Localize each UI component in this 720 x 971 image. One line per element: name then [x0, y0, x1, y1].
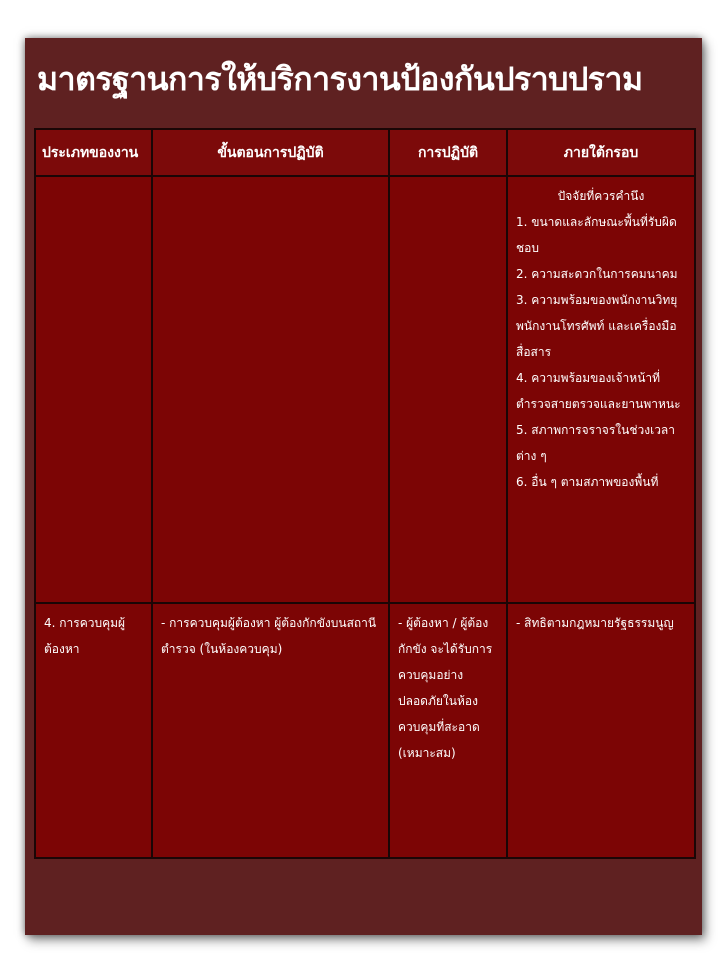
row2-work-type-cell	[35, 603, 152, 858]
factor-item: 3. ความพร้อมของพนักงานวิทยุพนักงานโทรศัพท์ และเครื่องมือสื่อสาร	[516, 293, 678, 359]
factors-list	[516, 209, 686, 495]
table-row	[35, 603, 695, 858]
row1-framework-cell	[507, 176, 695, 603]
factor-item: 4. ความพร้อมของเจ้าหน้าที่ตำรวจสายตรวจและยานพาหนะ	[516, 371, 681, 411]
factor-item: 5. สภาพการจราจรในช่วงเวลาต่าง ๆ	[516, 423, 676, 463]
row2-framework-cell	[507, 603, 695, 858]
procedure-text: - การควบคุมผู้ต้องหา ผู้ต้องกักขังบนสถานีตำรวจ (ในห้องควบคุม)	[161, 616, 377, 656]
slide	[25, 38, 702, 935]
header-work-type: ประเภทของงาน	[35, 129, 152, 176]
table-header-row	[35, 129, 695, 176]
practice-text: - ผู้ต้องหา / ผู้ต้องกักขัง จะได้รับการควบคุมอย่างปลอดภัยในห้องควบคุมที่สะอาด (เหมาะสม)	[398, 616, 493, 760]
factor-item: 1. ขนาดและลักษณะพื้นที่รับผิดชอบ	[516, 215, 677, 255]
slide-title: มาตรฐานการให้บริการงานป้องกันปราบปราม	[37, 60, 643, 98]
service-standard-table	[34, 128, 696, 859]
factor-item: 6. อื่น ๆ ตามสภาพของพื้นที่	[516, 475, 659, 489]
framework-text: - สิทธิตามกฎหมายรัฐธรรมนูญ	[516, 616, 674, 630]
row1-procedure-cell	[152, 176, 389, 603]
row2-practice-cell	[389, 603, 507, 858]
header-procedure: ขั้นตอนการปฏิบัติ	[152, 129, 389, 176]
row2-procedure-cell	[152, 603, 389, 858]
header-practice: การปฏิบัติ	[389, 129, 507, 176]
factor-item: 2. ความสะดวกในการคมนาคม	[516, 267, 678, 281]
row1-work-type-cell	[35, 176, 152, 603]
factors-heading: ปัจจัยที่ควรคำนึง	[557, 189, 645, 203]
header-framework: ภายใต้กรอบ	[507, 129, 695, 176]
row1-practice-cell	[389, 176, 507, 603]
table-row	[35, 176, 695, 603]
work-type-text: 4. การควบคุมผู้ต้องหา	[44, 616, 126, 656]
